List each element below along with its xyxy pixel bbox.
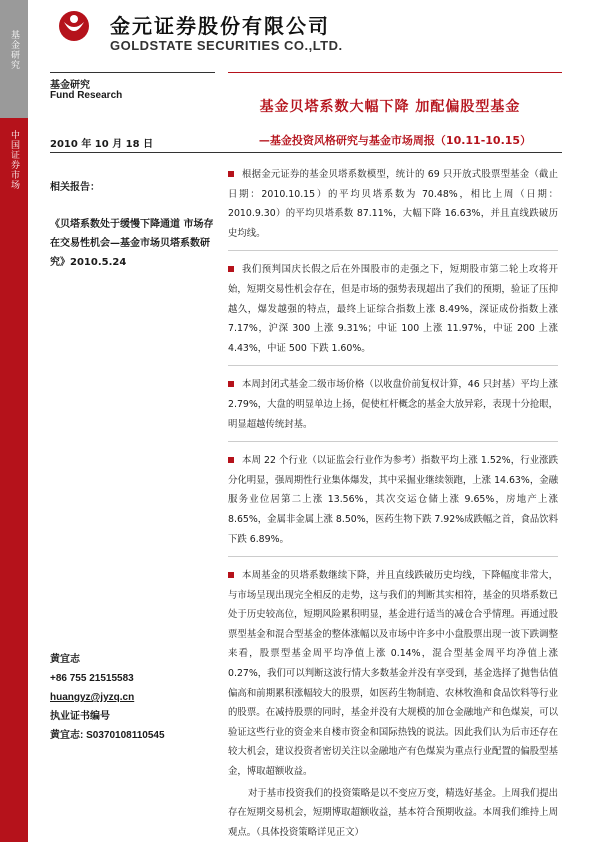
closing-paragraph: 对于基市投资我们的投资策略是以不变应万变，精选好基金。上周我们提出存在短期交易机会，短期博取超额收益，基本符合预期收益。本周我们维持上周观点。（具体投资策略详见正文）: [228, 787, 558, 838]
bullet-icon: [228, 266, 234, 272]
summary-paragraph: [228, 165, 558, 243]
analyst-block: [50, 650, 165, 745]
paragraph-text: 本周 22 个行业（以证监会行业作为参考）指数平均上涨 1.52%，行业涨跌分化明显，强周期性行业集体爆发，其中采掘业继续领跑，上涨 14.63%，金融服务业位居第二上涨 13.56%，其次交运仓储上涨 9.65%，房地产上涨 8.65%，金属非金属上涨 8.50%，医药生物下跌 7.92%成跌幅之首，食品饮料下跌 6.89%。: [228, 455, 558, 545]
analyst-name: 黄宜志: [50, 654, 80, 665]
paragraph-text: 本周封闭式基金二级市场价格（以收盘价前复权计算，46 只封基）平均上涨 2.79%，大盘的明显单边上扬，促使杠杆概念的基金大放异彩，表现十分抢眼，明显超越传统封基。: [228, 379, 558, 430]
paragraph-text: 我们预判国庆长假之后在外围股市的走强之下，短期股市第二轮上攻将开始，短期交易性机会存在，但是市场的强势表现超出了我们的预期，验证了压抑越久，爆发越强的特点，最终上证综合指数上涨 8.49%，深证成份指数上涨 7.17%，沪深 300 上涨 9.31%；中证 100 上涨 11.97%，中证 200 上涨 4.43%，中证 500 下跌 1.60%。: [228, 264, 558, 354]
cert-number: 黄宜志: S0370108110545: [50, 730, 165, 741]
side-label-china-market: 中国证券市场: [9, 130, 19, 190]
category-cn: 基金研究: [50, 80, 90, 91]
analyst-phone: +86 755 21515583: [50, 673, 134, 684]
summary-content: [228, 165, 558, 842]
company-name-en: GOLDSTATE SECURITIES CO.,LTD.: [110, 38, 343, 53]
bullet-icon: [228, 572, 234, 578]
summary-paragraph: [228, 375, 558, 434]
divider: [228, 365, 558, 366]
report-subtitle: —基金投资风格研究与基金市场周报（10.11-10.15）: [258, 134, 532, 147]
bullet-icon: [228, 457, 234, 463]
side-strip-red: [0, 118, 28, 842]
company-logo-icon: [58, 10, 90, 42]
cert-heading: 执业证书编号: [50, 711, 110, 722]
report-date: 2010 年 10 月 18 日: [50, 139, 154, 150]
left-header-rule: [50, 72, 215, 73]
paragraph-text: 根据金元证券的基金贝塔系数模型，统计的 69 只开放式股票型基金（截止日期：2010.10.15）的平均贝塔系数为 70.48%，相比上周（日期：2010.9.30）的平均贝塔系数 87.11%，大幅下降 16.63%，并且直线跌破历史均线。: [228, 169, 558, 239]
right-header-rule: [228, 72, 562, 73]
summary-paragraph: [228, 451, 558, 549]
company-name-cn: 金元证券股份有限公司: [110, 14, 330, 38]
bullet-icon: [228, 171, 234, 177]
bullet-icon: [228, 381, 234, 387]
side-label-fund-research: 基金研究: [9, 30, 19, 70]
summary-paragraph: [228, 566, 558, 782]
paragraph-text: 本周基金的贝塔系数继续下降，并且直线跌破历史均线，下降幅度非常大，与市场呈现出现完全相反的走势，这与我们的判断其实相符，基金的贝塔系数已处于历史较高位，短期风险累积明显，基金进行适当的减仓合乎情理。再通过股票型基金和混合型基金的整体涨幅以及市场中许多中小盘股票出现一波下跌调整来看，股票型基金周平均净值上涨 0.14%，混合型基金周平均净值上涨 0.27%，我们可以判断这波行情大多数基金并没有享受到，基金选择了抛售估值偏高和前期累积涨幅较大的股票，如医药生物制造、农林牧渔和食品饮料等行业的股票。在减持股票的同时，基金并没有大规模的加仓金融地产和色煤炭，可以验证这些行业的资金来自楼市资金和国际热钱的说法。因此我们认为后市还存在较大机会，建议投资者密切关注以金融地产有色煤炭为重点行业配置的偏股型基金，博取超额收益。: [228, 570, 558, 778]
category-en: Fund Research: [50, 90, 123, 101]
date-rule: [50, 152, 562, 153]
divider: [228, 556, 558, 557]
related-report-item[interactable]: 《贝塔系数处于缓慢下降通道 市场存在交易性机会—基金市场贝塔系数研究》2010.5.24: [50, 219, 214, 268]
report-title: 基金贝塔系数大幅下降 加配偏股型基金: [259, 99, 521, 115]
summary-paragraph: [228, 260, 558, 358]
divider: [228, 250, 558, 251]
related-reports-heading: 相关报告：: [50, 182, 100, 193]
analyst-email-link[interactable]: huangyz@jyzq.cn: [50, 692, 135, 703]
divider: [228, 441, 558, 442]
